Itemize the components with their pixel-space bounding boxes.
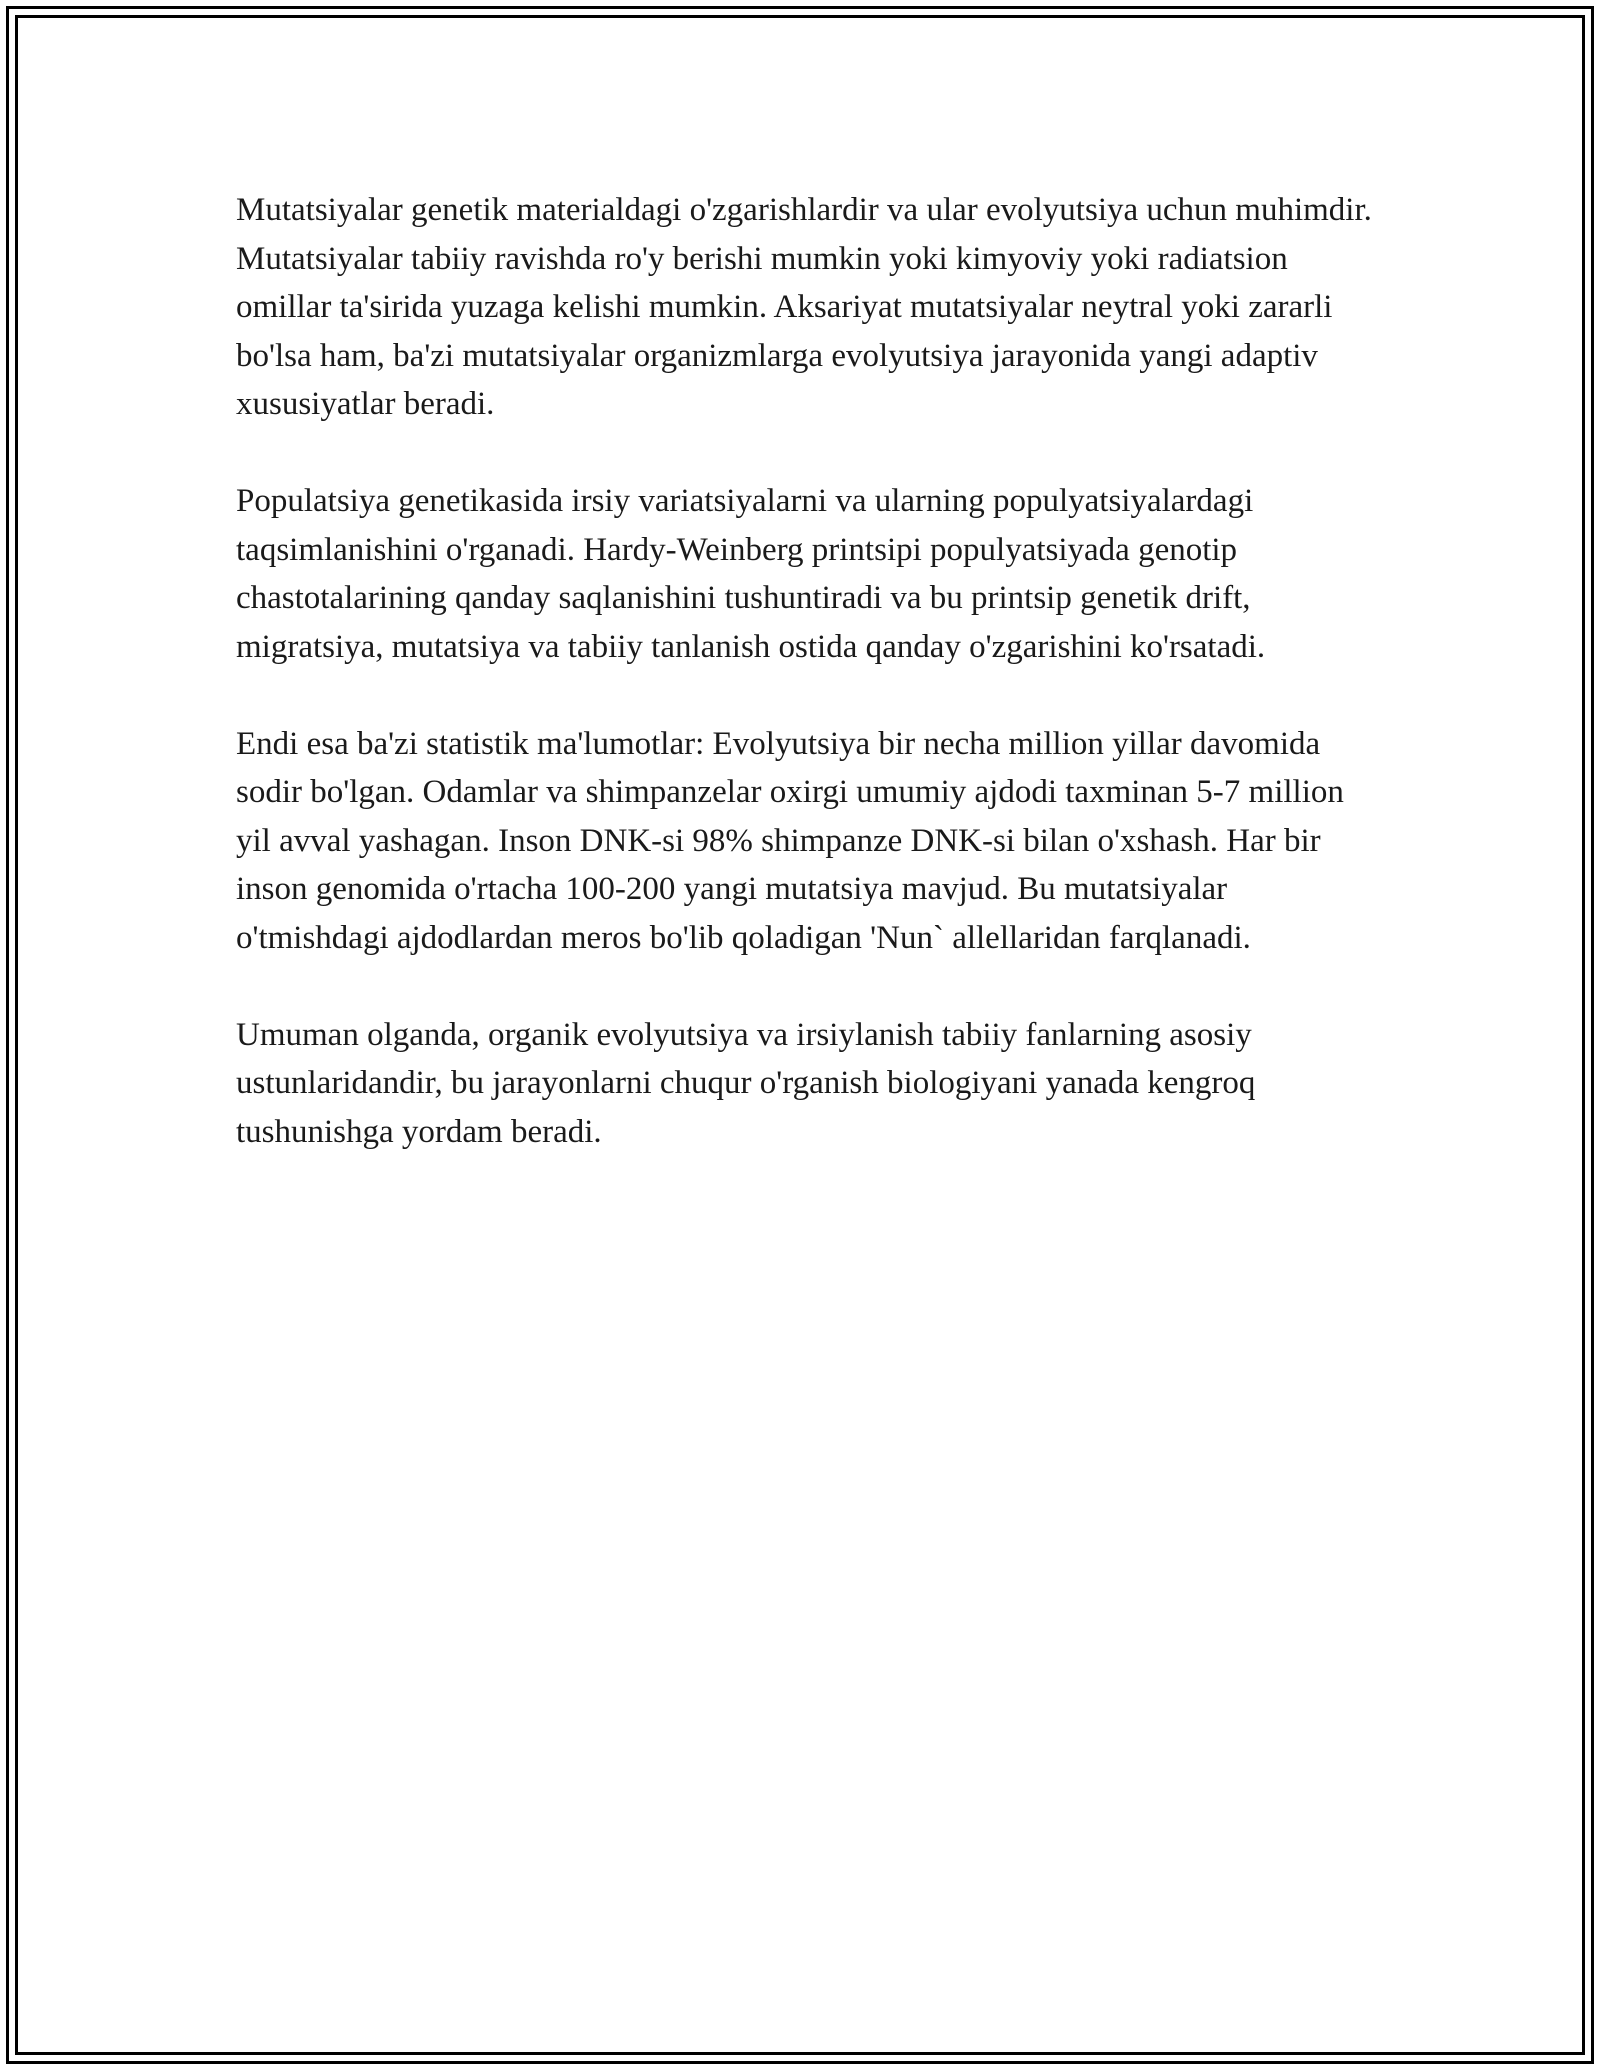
- paragraph-population-genetics: Populatsiya genetikasida irsiy variatsiyalarni va ularning populyatsiyalardagi taqsimlanishini o'rganadi. Hardy-Weinberg printsipi populyatsiyada genotip chastotalarining qanday saqlanishini tushuntiradi va bu printsip genetik drift, migratsiya, mutatsiya va tabiiy tanlanish ostida qanday o'zgarishini ko'rsatadi.: [236, 483, 1266, 665]
- paragraph-mutations: Mutatsiyalar genetik materialdagi o'zgarishlardir va ular evolyutsiya uchun muhimdir. Mutatsiyalar tabiiy ravishda ro'y berishi mumkin yoki kimyoviy yoki radiatsion omillar ta'sirida yuzaga kelishi mumkin. Aksariyat mutatsiyalar neytral yoki zararli bo'lsa ham, ba'zi mutatsiyalar organizmlarga evolyutsiya jarayonida yangi adaptiv xususiyatlar beradi.: [236, 192, 1372, 422]
- paragraph-conclusion: Umuman olganda, organik evolyutsiya va irsiylanish tabiiy fanlarning asosiy ustunlaridandir, bu jarayonlarni chuqur o'rganish biologiyani yanada kengroq tushunishga yordam beradi.: [236, 1016, 1256, 1150]
- document-body: [236, 186, 1376, 1205]
- paragraph-statistics: Endi esa ba'zi statistik ma'lumotlar: Evolyutsiya bir necha million yillar davomida sodir bo'lgan. Odamlar va shimpanzelar oxirgi umumiy ajdodi taxminan 5-7 million yil avval yashagan. Inson DNK-si 98% shimpanze DNK-si bilan o'xshash. Har bir inson genomida o'rtacha 100-200 yangi mutatsiya mavjud. Bu mutatsiyalar o'tmishdagi ajdodlardan meros bo'lib qoladigan 'Nun` allellaridan farqlanadi.: [236, 725, 1344, 956]
